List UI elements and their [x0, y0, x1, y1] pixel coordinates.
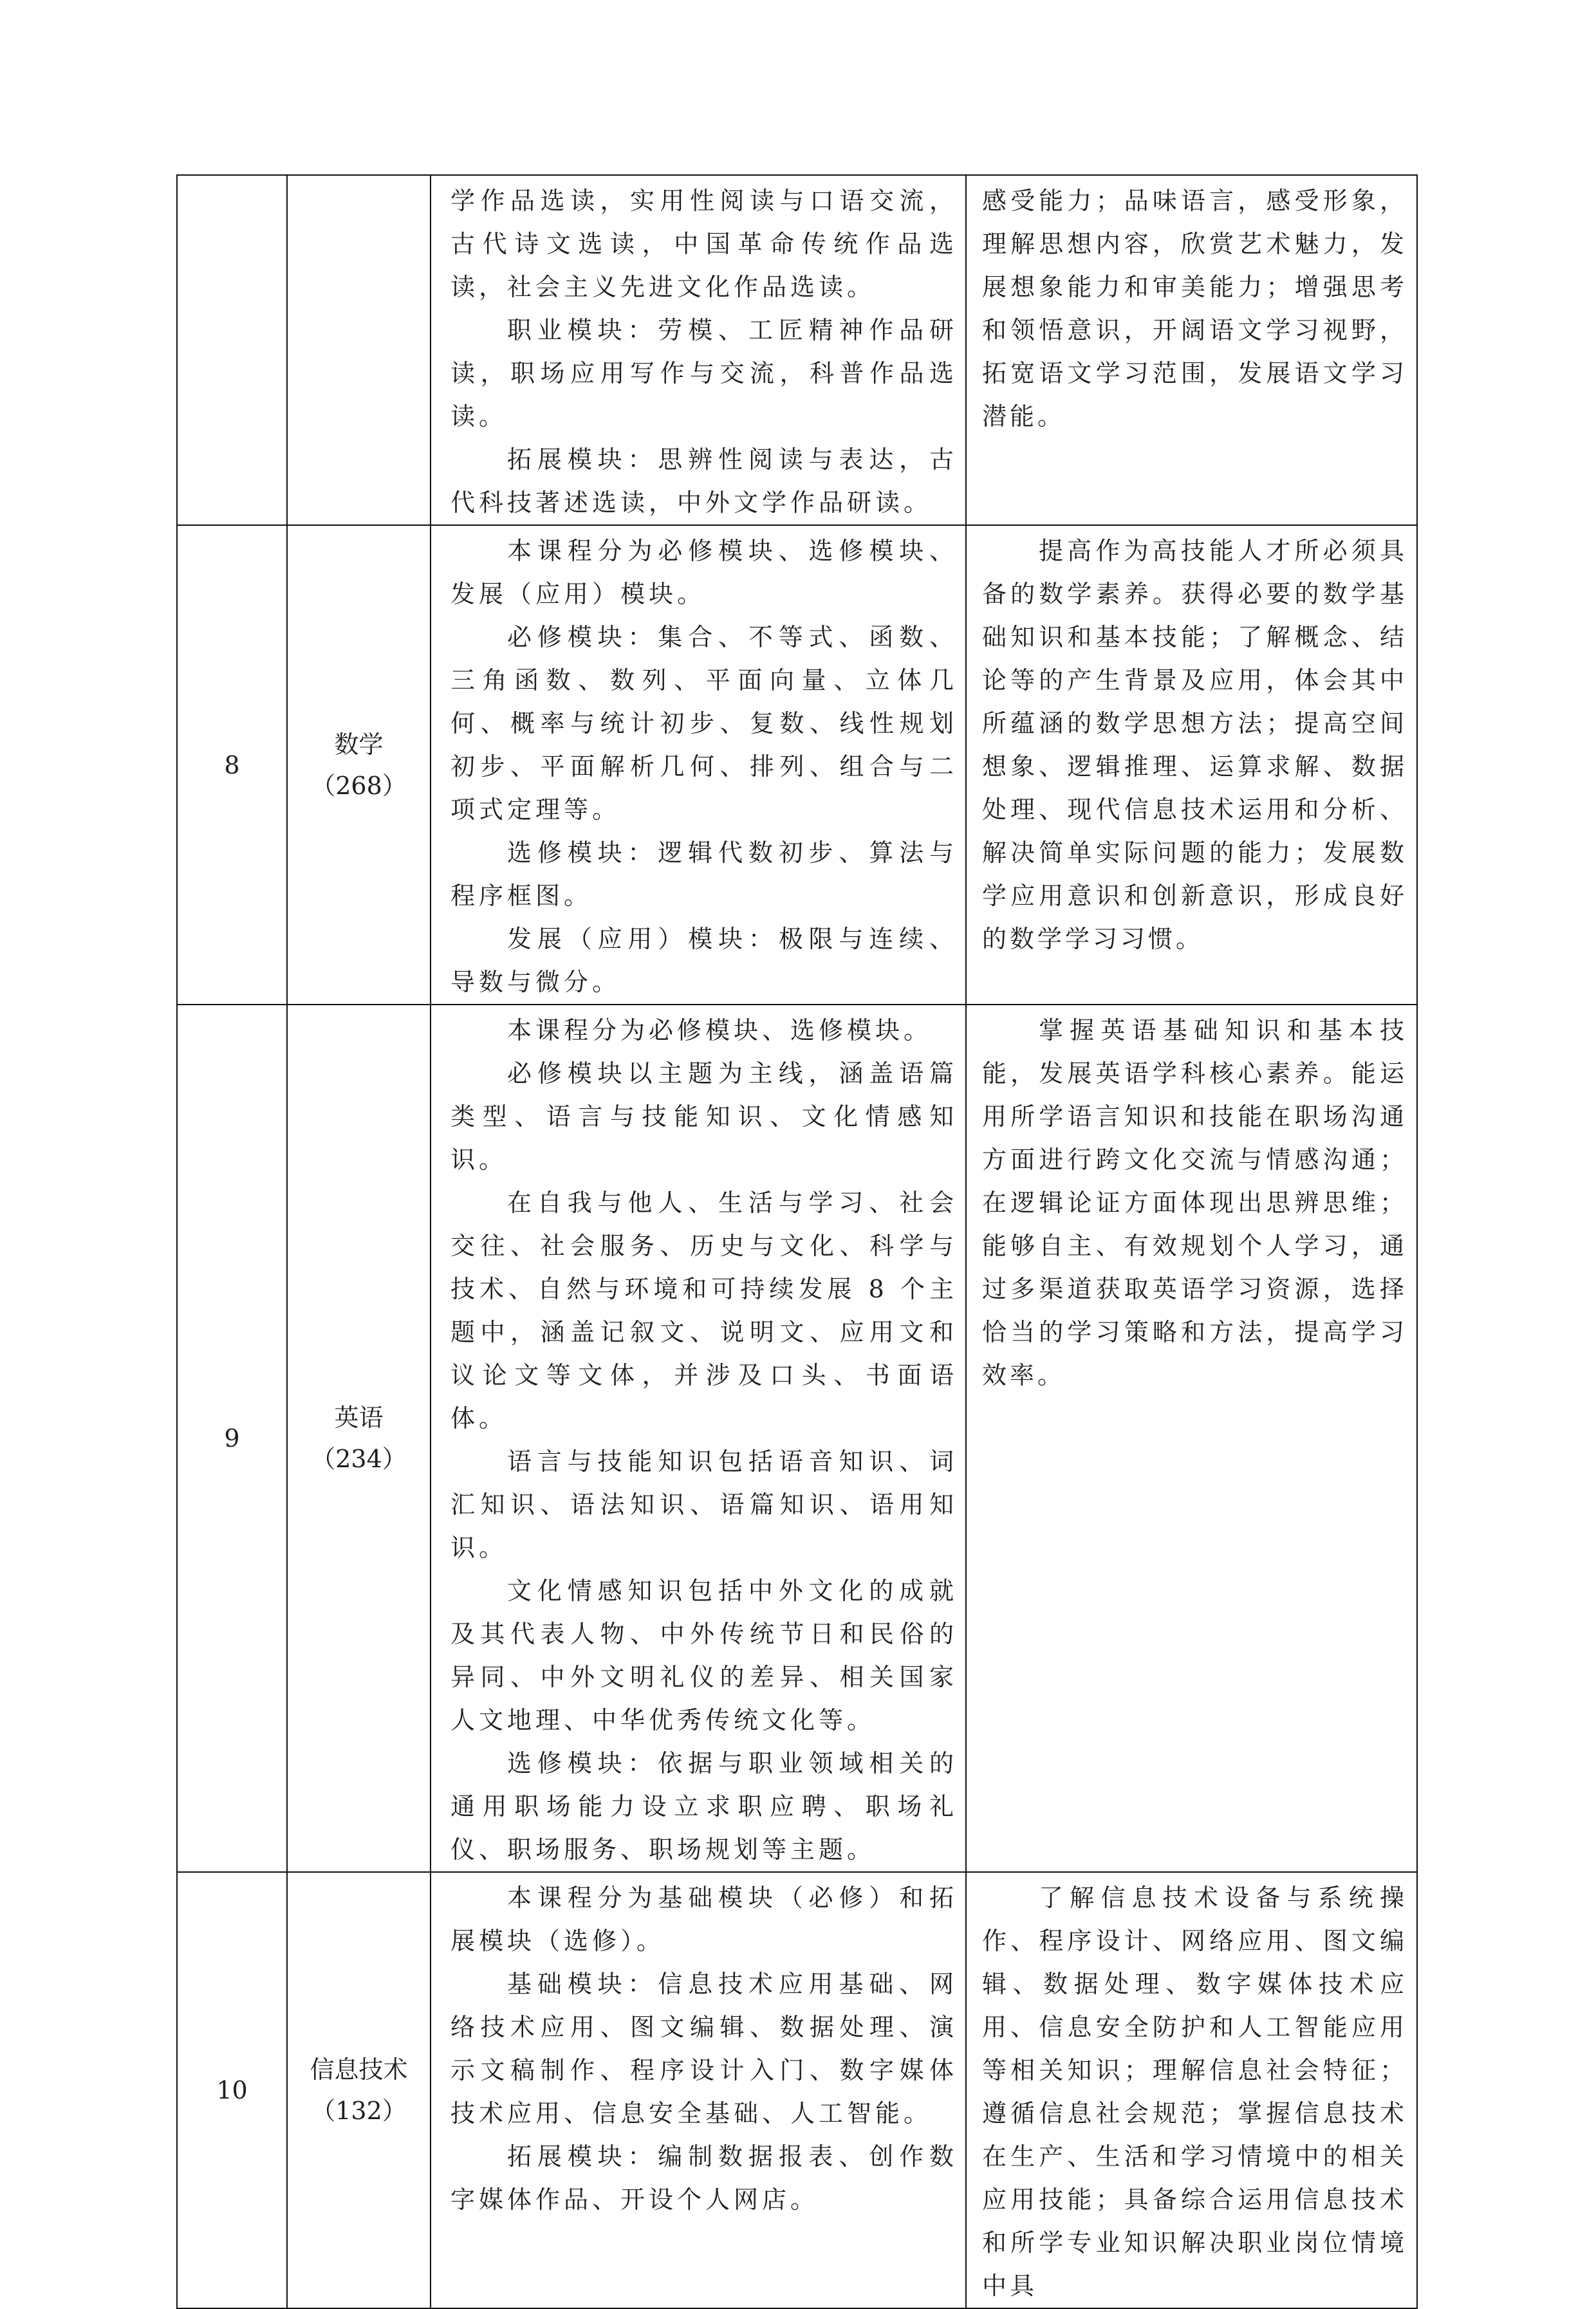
course-content-cell	[431, 175, 966, 525]
content-paragraph: 文化情感知识包括中外文化的成就及其代表人物、中外传统节日和民俗的异同、中外文明礼仪的差异、相关国家人文地理、中华优秀传统文化等。	[450, 1577, 958, 1734]
course-name-cell	[287, 525, 431, 1005]
course-number-cell: 8	[177, 525, 287, 1005]
course-name: 数学	[334, 730, 384, 759]
content-paragraph: 本课程分为必修模块、选修模块。	[507, 1016, 933, 1044]
table-row	[177, 1005, 1417, 1872]
content-paragraph: 选修模块：逻辑代数初步、算法与程序框图。	[450, 839, 958, 910]
content-paragraph: 在自我与他人、生活与学习、社会交往、社会服务、历史与文化、科学与技术、自然与环境和可持续发展 8 个主题中，涵盖记叙文、说明文、应用文和议论文等文体，并涉及口头、书面语体。	[450, 1189, 958, 1433]
content-paragraph: 必修模块：集合、不等式、函数、三角函数、数列、平面向量、立体几何、概率与统计初步、复数、线性规划初步、平面解析几何、排列、组合与二项式定理等。	[450, 623, 958, 824]
content-paragraph: 拓展模块：编制数据报表、创作数字媒体作品、开设个人网店。	[450, 2142, 958, 2214]
course-name-cell	[287, 175, 431, 525]
course-number-cell: 9	[177, 1005, 287, 1872]
content-paragraph: 本课程分为基础模块（必修）和拓展模块（选修）。	[450, 1884, 958, 1955]
goal-paragraph: 了解信息技术设备与系统操作、程序设计、网络应用、图文编辑、数据处理、数字媒体技术应用、信息安全防护和人工智能应用等相关知识；理解信息社会特征；遵循信息社会规范；掌握信息技术在生产、生活和学习情境中的相关应用技能；具备综合运用信息技术和所学专业知识解决职业岗位情境中具	[982, 1884, 1407, 2300]
content-paragraph: 基础模块：信息技术应用基础、网络技术应用、图文编辑、数据处理、演示文稿制作、程序设计入门、数字媒体技术应用、信息安全基础、人工智能。	[450, 1970, 958, 2128]
course-name: 英语	[334, 1404, 384, 1432]
course-hours: （132）	[311, 2097, 407, 2125]
course-name: 信息技术	[310, 2055, 408, 2084]
content-paragraph: 选修模块：依据与职业领域相关的通用职场能力设立求职应聘、职场礼仪、职场服务、职场规划等主题。	[450, 1749, 958, 1864]
goal-paragraph: 掌握英语基础知识和基本技能，发展英语学科核心素养。能运用所学语言知识和技能在职场沟通方面进行跨文化交流与情感沟通；在逻辑论证方面体现出思辨思维；能够自主、有效规划个人学习，通过多渠道获取英语学习资源，选择恰当的学习策略和方法，提高学习效率。	[982, 1016, 1407, 1389]
course-goal-cell	[966, 1872, 1417, 2308]
table-row	[177, 1872, 1417, 2308]
course-goal-cell	[966, 1005, 1417, 1872]
course-hours: （234）	[311, 1445, 407, 1473]
content-paragraph: 必修模块以主题为主线，涵盖语篇类型、语言与技能知识、文化情感知识。	[450, 1059, 958, 1174]
course-goal-cell	[966, 525, 1417, 1005]
content-paragraph: 语言与技能知识包括语音知识、词汇知识、语法知识、语篇知识、语用知识。	[450, 1447, 958, 1562]
content-paragraph: 本课程分为必修模块、选修模块、发展（应用）模块。	[450, 537, 958, 608]
table-row	[177, 525, 1417, 1005]
content-paragraph: 发展（应用）模块：极限与连续、导数与微分。	[450, 925, 958, 996]
course-goal-cell	[966, 175, 1417, 525]
content-paragraph: 职业模块：劳模、工匠精神作品研读，职场应用写作与交流，科普作品选读。	[450, 316, 958, 431]
content-paragraph: 拓展模块：思辨性阅读与表达，古代科技著述选读，中外文学作品研读。	[450, 445, 958, 517]
course-content-cell	[431, 1005, 966, 1872]
course-number-cell: 10	[177, 1872, 287, 2308]
course-hours: （268）	[311, 771, 407, 800]
goal-paragraph: 提高作为高技能人才所必须具备的数学素养。获得必要的数学基础知识和基本技能；了解概念、结论等的产生背景及应用，体会其中所蕴涵的数学思想方法；提高空间想象、逻辑推理、运算求解、数据处理、现代信息技术运用和分析、解决简单实际问题的能力；发展数学应用意识和创新意识，形成良好的数学学习习惯。	[982, 537, 1407, 953]
course-content-cell	[431, 1872, 966, 2308]
goal-paragraph: 感受能力；品味语言，感受形象，理解思想内容，欣赏艺术魅力，发展想象能力和审美能力；增强思考和领悟意识，开阔语文学习视野，拓宽语文学习范围，发展语文学习潜能。	[982, 187, 1407, 431]
course-name-cell	[287, 1005, 431, 1872]
content-paragraph: 学作品选读，实用性阅读与口语交流，古代诗文选读，中国革命传统作品选读，社会主义先进文化作品选读。	[450, 187, 958, 301]
course-name-cell	[287, 1872, 431, 2308]
curriculum-table	[176, 174, 1418, 2309]
course-content-cell	[431, 525, 966, 1005]
table-row	[177, 175, 1417, 525]
course-number-cell	[177, 175, 287, 525]
